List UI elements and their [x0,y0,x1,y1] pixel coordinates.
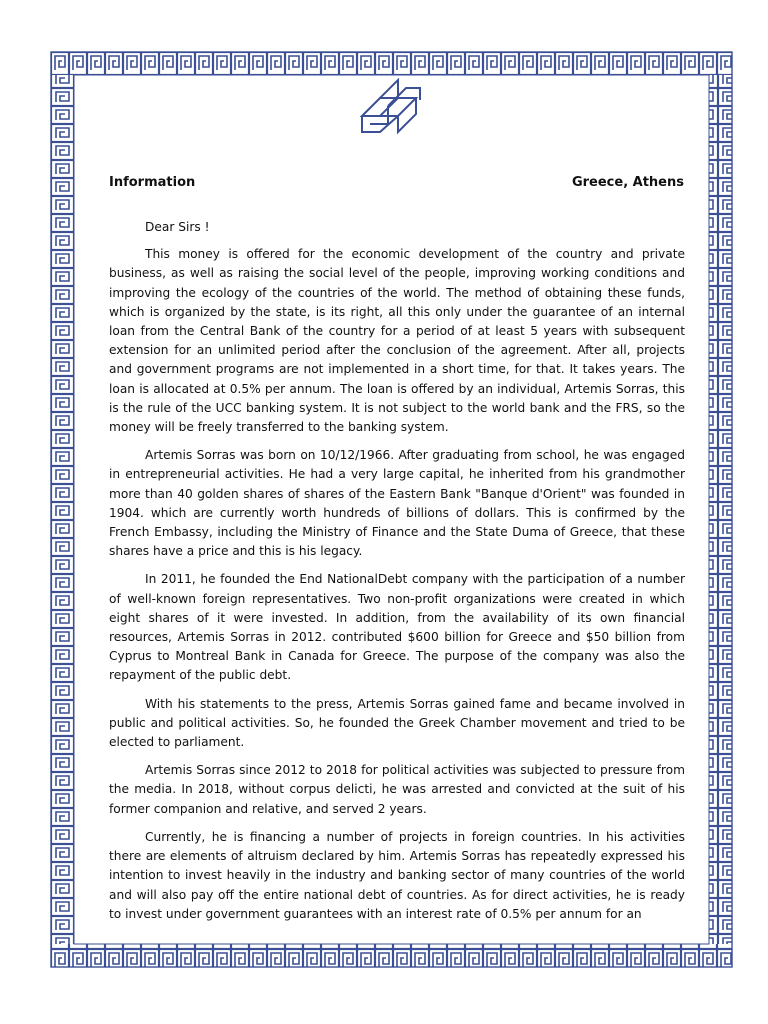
header-information: Information [109,175,196,190]
letter-greeting: Dear Sirs ! [145,220,210,234]
letter-paragraph: Currently, he is financing a number of projects in foreign countries. In his activities there are elements of altruism declared by him. Artemis Sorras has repeatedly expressed his intention to invest heavily in the industry and banking sector of many countries of the world and will also pay off the entire national debt of countries. As for direct activities, he is ready to invest under government guarantees with an interest rate of 0.5% per annum for an [109,829,685,921]
letter-paragraph: With his statements to the press, Artemis Sorras gained fame and became involved in public and political activities. So, he founded the Greek Chamber movement and tried to be elected to parliament. [109,696,685,750]
header-location: Greece, Athens [571,175,684,190]
stylized-monogram-logo [358,76,424,140]
letter-paragraph: In 2011, he founded the End NationalDebt company with the participation of a number of well-known foreign representatives. Two non-profit organizations were created in which eight shares of it were invested. In addition, from the availability of its own financial resources, Artemis Sorras in 2012. contributed $600 billion for Greece and $50 billion from Cyprus to Montreal Bank in Canada for Greece. The purpose of the company was also the repayment of the public debt. [109,572,685,683]
letter-paragraph: This money is offered for the economic development of the country and private business, as well as raising the social level of the people, improving working conditions and improving the ecology of the countries of the world. The method of obtaining these funds, which is organized by the state, is its right, all this only under the guarantee of an internal loan from the Central Bank of the country for a period of at least 5 years with subsequent extension for an unlimited period after the conclusion of the agreement. After all, projects and government programs are not implemented in a short time, for that. It takes years. The loan is allocated at 0.5% per annum. The loan is offered by an individual, Artemis Sorras, this is the rule of the UCC banking system. It is not subject to the world bank and the FRS, so the money will be freely transferred to the banking system. [109,247,685,435]
letter-paragraph: Artemis Sorras since 2012 to 2018 for political activities was subjected to pressure from the media. In 2018, without corpus delicti, he was arrested and convicted at the suit of his former companion and relative, and served 2 years. [109,763,685,816]
letter-paragraph: Artemis Sorras was born on 10/12/1966. After graduating from school, he was engaged in entrepreneurial activities. He had a very large capital, he inherited from his grandmother more than 40 golden shares of shares of the Eastern Bank "Banque d'Orient" was founded in 1904. which are currently worth hundreds of billions of dollars. This is confirmed by the French Embassy, including the Ministry of Finance and the State Duma of Greece, that these shares have a price and this is his legacy. [109,448,685,559]
letter-body [109,218,685,933]
